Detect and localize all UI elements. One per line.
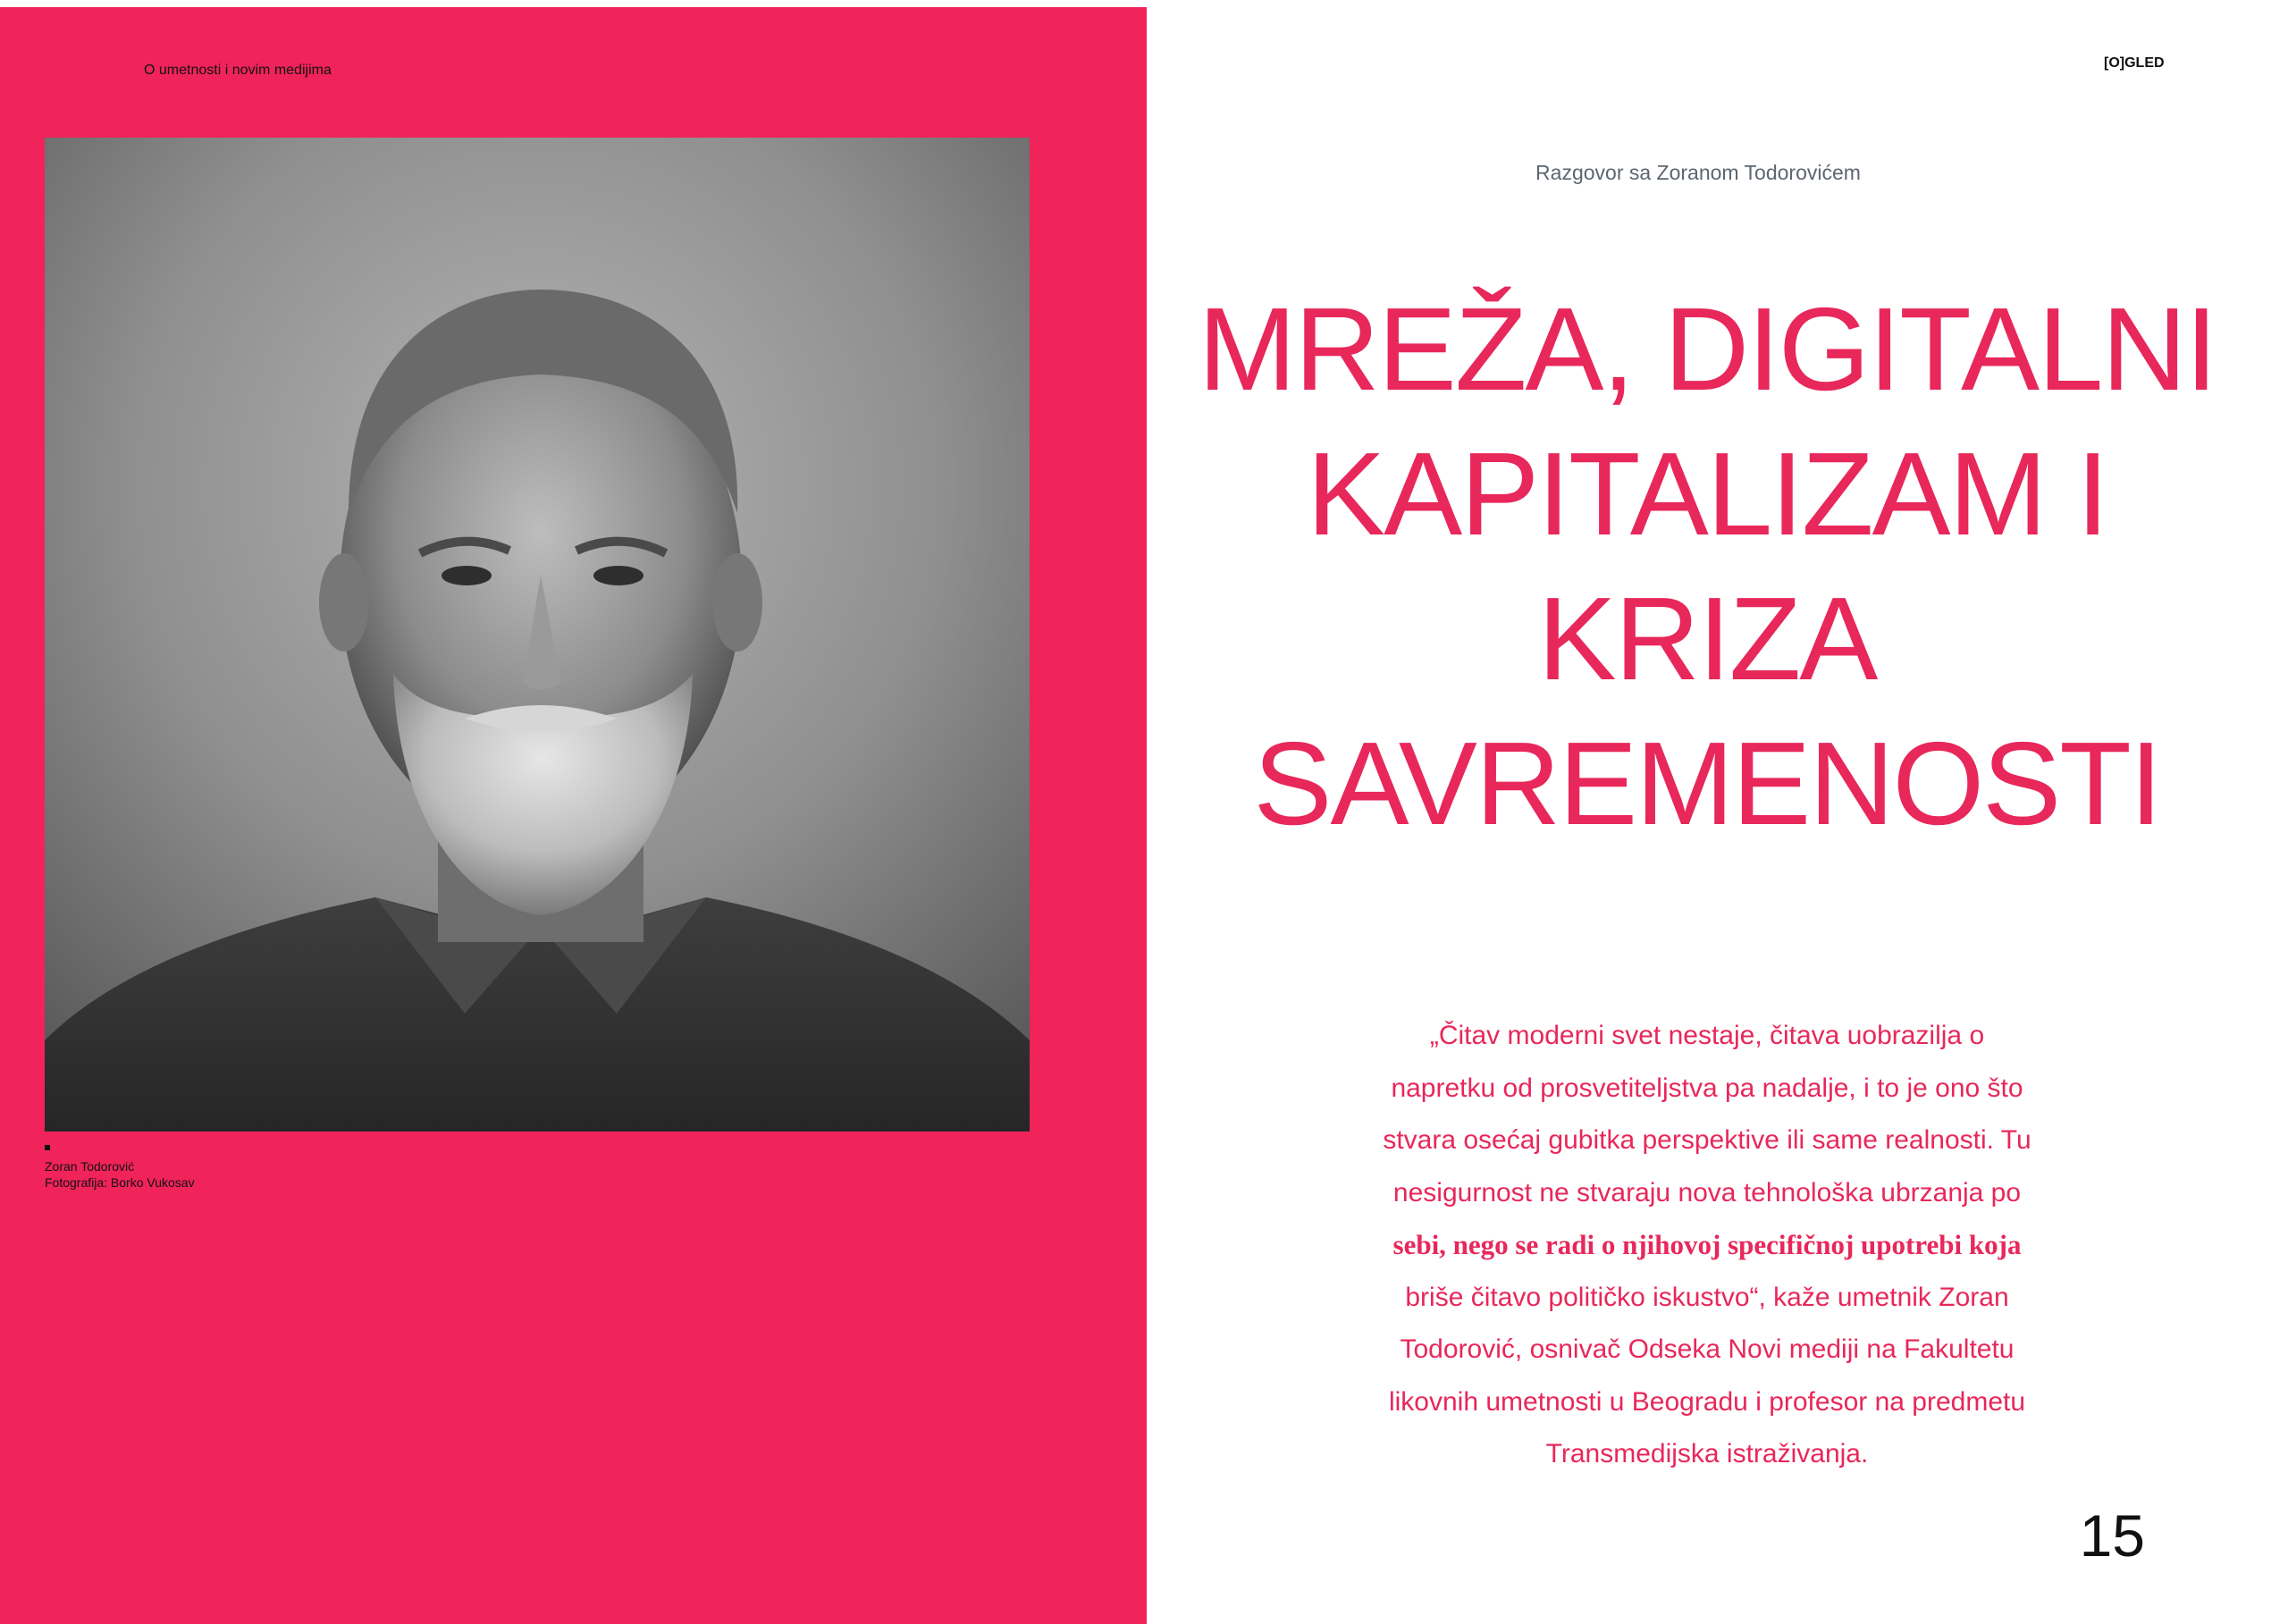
caption-name: Zoran Todorović [45, 1159, 135, 1174]
article-kicker: Razgovor sa Zoranom Todorovićem [1535, 161, 1861, 184]
lede-line: briše čitavo političko iskustvo“, kaže umetnik Zoran [1405, 1282, 2009, 1312]
portrait-photo [45, 138, 1030, 1132]
caption-bullet-icon [45, 1145, 50, 1150]
left-page [0, 7, 1147, 1624]
article-lede [1278, 1010, 2136, 1481]
photo-caption [45, 1158, 195, 1191]
headline-line: KAPITALIZAM I [1307, 428, 2107, 560]
lede-line: likovnih umetnosti u Beogradu i profesor na predmetu [1388, 1386, 2026, 1417]
portrait-photo-icon [45, 138, 1030, 1132]
lede-line: Todorović, osnivač Odseka Novi mediji na Fakultetu [1400, 1334, 2015, 1364]
running-head-left: O umetnosti i novim medijima [144, 63, 332, 78]
lede-line: nesigurnost ne stvaraju nova tehnološka ubrzanja po [1392, 1177, 2022, 1207]
caption-credit: Fotografija: Borko Vukosav [45, 1175, 195, 1190]
page-number: 15 [2079, 1502, 2145, 1569]
lede-line: „Čitav moderni svet nestaje, čitava uobrazilja o [1429, 1021, 1985, 1050]
lede-line: sebi, nego se radi o njihovoj specifičnoj upotrebi koja [1392, 1229, 2022, 1260]
headline-line: KRIZA [1537, 573, 1877, 704]
article-headline [1162, 277, 2252, 856]
lede-line: stvara osećaj gubitka perspektive ili same realnosti. Tu [1383, 1125, 2031, 1155]
lede-line: Transmedijska istraživanja. [1545, 1439, 1869, 1468]
running-head-right: [O]GLED [2104, 55, 2165, 71]
headline-line: MREŽA, DIGITALNI [1198, 283, 2216, 415]
lede-line: napretku od prosvetiteljstva pa nadalje, i to je ono što [1391, 1073, 2023, 1103]
headline-line: SAVREMENOSTI [1253, 718, 2161, 849]
